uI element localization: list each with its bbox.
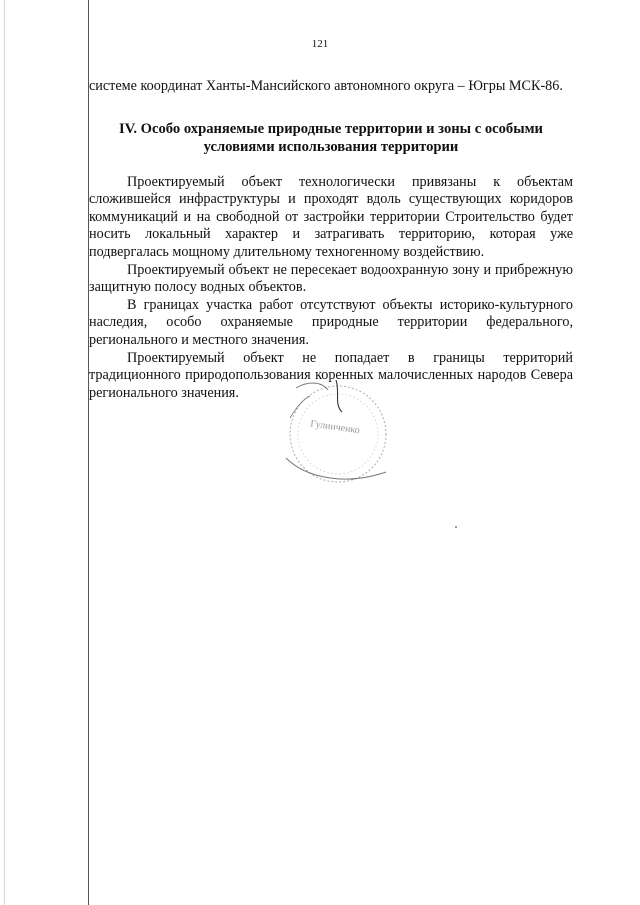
paragraph-4: Проектируемый объект не попадает в границы территорий традиционного природопользования коренных малочисленных народов Севера регионального значения. (89, 349, 573, 401)
signature-stamp (276, 378, 396, 490)
scan-speck (455, 526, 457, 528)
page-number: 121 (311, 38, 329, 50)
scan-edge-line (4, 0, 5, 905)
paragraph-3: В границах участка работ отсутствуют объекты историко-культурного наследия, особо охраняемые природные территории федерального, регионального и местного значения. (89, 296, 573, 348)
paragraph-1: Проектируемый объект технологически привязаны к объектам сложившейся инфраструктуры и проходят вдоль существующих коридоров коммуникаций и на свободной от застройки территории Строительство будет носить локальный характер и затрагивать территорию, которая уже подвергалась мощному длительному техногенному воздействию. (89, 173, 573, 260)
paragraph-2: Проектируемый объект не пересекает водоохранную зону и прибрежную защитную полосу водных объектов. (89, 261, 573, 296)
stamp-text: Гулинченко (309, 418, 361, 437)
section-heading: IV. Особо охраняемые природные территории и зоны с особыми условиями использования территории (119, 120, 543, 155)
intro-paragraph: системе координат Ханты-Мансийского автономного округа – Югры МСК-86. (89, 78, 563, 94)
document-body (89, 78, 573, 402)
